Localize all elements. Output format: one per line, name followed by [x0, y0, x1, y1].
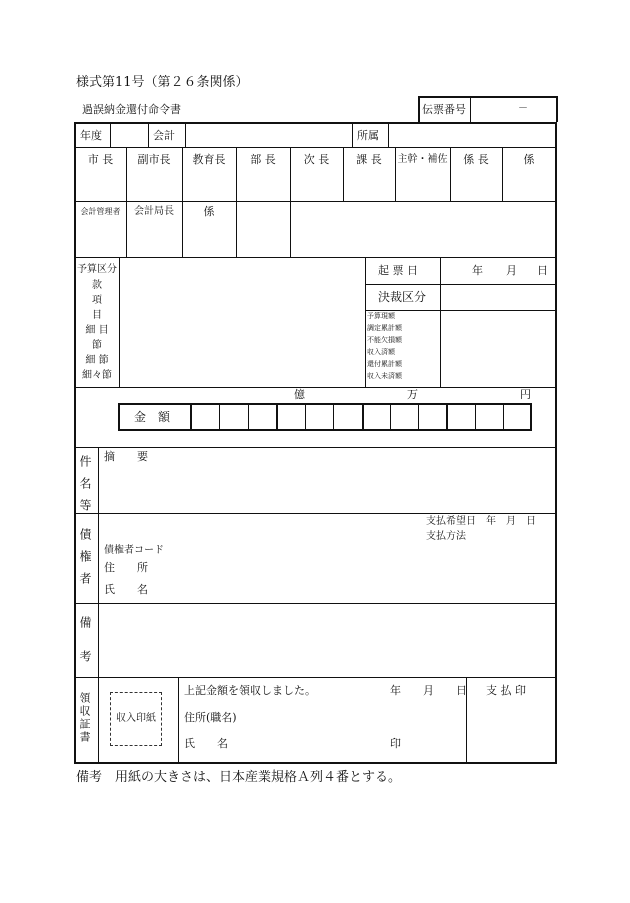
approval-section-chief: 課 長 [356, 153, 382, 166]
budget-item-saisetsu: 細 節 [85, 355, 109, 366]
fiscal-year-field[interactable] [111, 124, 147, 146]
receipt-seal-label: 印 [390, 737, 401, 750]
refund-total: 還付累計額 [367, 360, 402, 368]
decision-category-field[interactable] [441, 285, 555, 309]
summary-field[interactable] [99, 466, 555, 512]
assessed-total: 調定累計額 [367, 324, 402, 332]
amount-box[interactable] [118, 403, 532, 431]
budget-item-setsu: 節 [92, 340, 102, 351]
receipt-address-label: 住所(職名) [184, 711, 237, 724]
issue-date-day[interactable]: 日 [537, 264, 548, 277]
department-label: 所属 [357, 129, 379, 142]
payment-seal-label: 支 払 印 [486, 684, 526, 697]
issue-date-year[interactable]: 年 [472, 264, 483, 277]
revenue-stamp-label: 収入印紙 [116, 713, 156, 724]
amount-label: 金 額 [134, 410, 171, 424]
department-field[interactable] [389, 124, 555, 146]
footer-note: 備考 用紙の大きさは、日本産業規格Ａ列４番とする。 [76, 770, 402, 785]
unit-oku: 億 [294, 388, 305, 401]
approval-accounting-staff: 係 [203, 205, 215, 218]
decision-category-label: 決裁区分 [378, 290, 427, 304]
issue-date-label: 起 票 日 [378, 264, 418, 277]
receipt-text: 上記金額を領収しました。 [184, 684, 316, 697]
payment-date-label: 支払希望日 年 月 日 [426, 516, 536, 527]
approval-director: 部 長 [250, 153, 276, 166]
account-label: 会計 [153, 129, 175, 142]
creditor-address-label: 住 所 [104, 561, 148, 574]
budget-item-kou: 項 [92, 295, 102, 306]
receipt-date[interactable]: 年 月 日 [390, 684, 467, 697]
approval-unit-chief: 係 長 [463, 153, 489, 166]
unreceived-amount: 収入未済額 [367, 372, 402, 380]
issue-date-month[interactable]: 月 [506, 264, 517, 277]
approval-chief-assistant: 主幹・補佐 [397, 154, 448, 165]
budget-item-saisaisetsu: 細々節 [82, 370, 112, 381]
approval-deputy-director: 次 長 [303, 153, 330, 166]
fiscal-year-label: 年度 [80, 129, 102, 142]
approval-education-chief: 教育長 [192, 153, 226, 166]
approval-accounting-manager: 会計管理者 [80, 207, 121, 216]
budget-current-amount: 予算現額 [367, 312, 395, 320]
unit-yen: 円 [520, 388, 531, 401]
slip-number-label: 伝票番号 [422, 103, 466, 116]
form-style-number: 様式第11号（第２６条関係） [76, 75, 249, 90]
approval-staff: 係 [523, 153, 535, 166]
summary-label: 摘 要 [104, 450, 148, 463]
creditor-name-label: 氏 名 [104, 583, 148, 596]
budget-item-saimoku: 細 目 [85, 325, 109, 336]
payment-method-label: 支払方法 [426, 531, 466, 542]
receipt-name-label: 氏 名 [184, 737, 228, 750]
approval-deputy-mayor: 副市長 [137, 153, 171, 166]
budget-item-kan: 款 [92, 280, 102, 291]
creditor-side-label: 債権者 [78, 528, 92, 594]
subject-side-label: 件名等 [78, 455, 92, 521]
budget-item-moku: 目 [92, 310, 102, 321]
unit-man: 万 [407, 388, 418, 401]
creditor-code-label: 債権者コード [104, 545, 164, 556]
account-field[interactable] [186, 124, 351, 146]
approval-mayor: 市 長 [87, 153, 114, 166]
remarks-side-label: 備考 [78, 616, 92, 684]
form-title: 過誤納金還付命令書 [82, 103, 181, 116]
slip-number-value[interactable]: － [518, 103, 528, 114]
budget-category-label: 予算区分 [77, 264, 117, 275]
remarks-field[interactable] [99, 604, 555, 676]
budget-category-field[interactable] [120, 259, 364, 386]
uncollectible-amount: 不能欠損額 [367, 336, 402, 344]
received-amount: 収入済額 [367, 348, 395, 356]
receipt-side-label: 領収証書 [78, 692, 91, 744]
approval-accounting-director: 会計局長 [134, 206, 174, 217]
